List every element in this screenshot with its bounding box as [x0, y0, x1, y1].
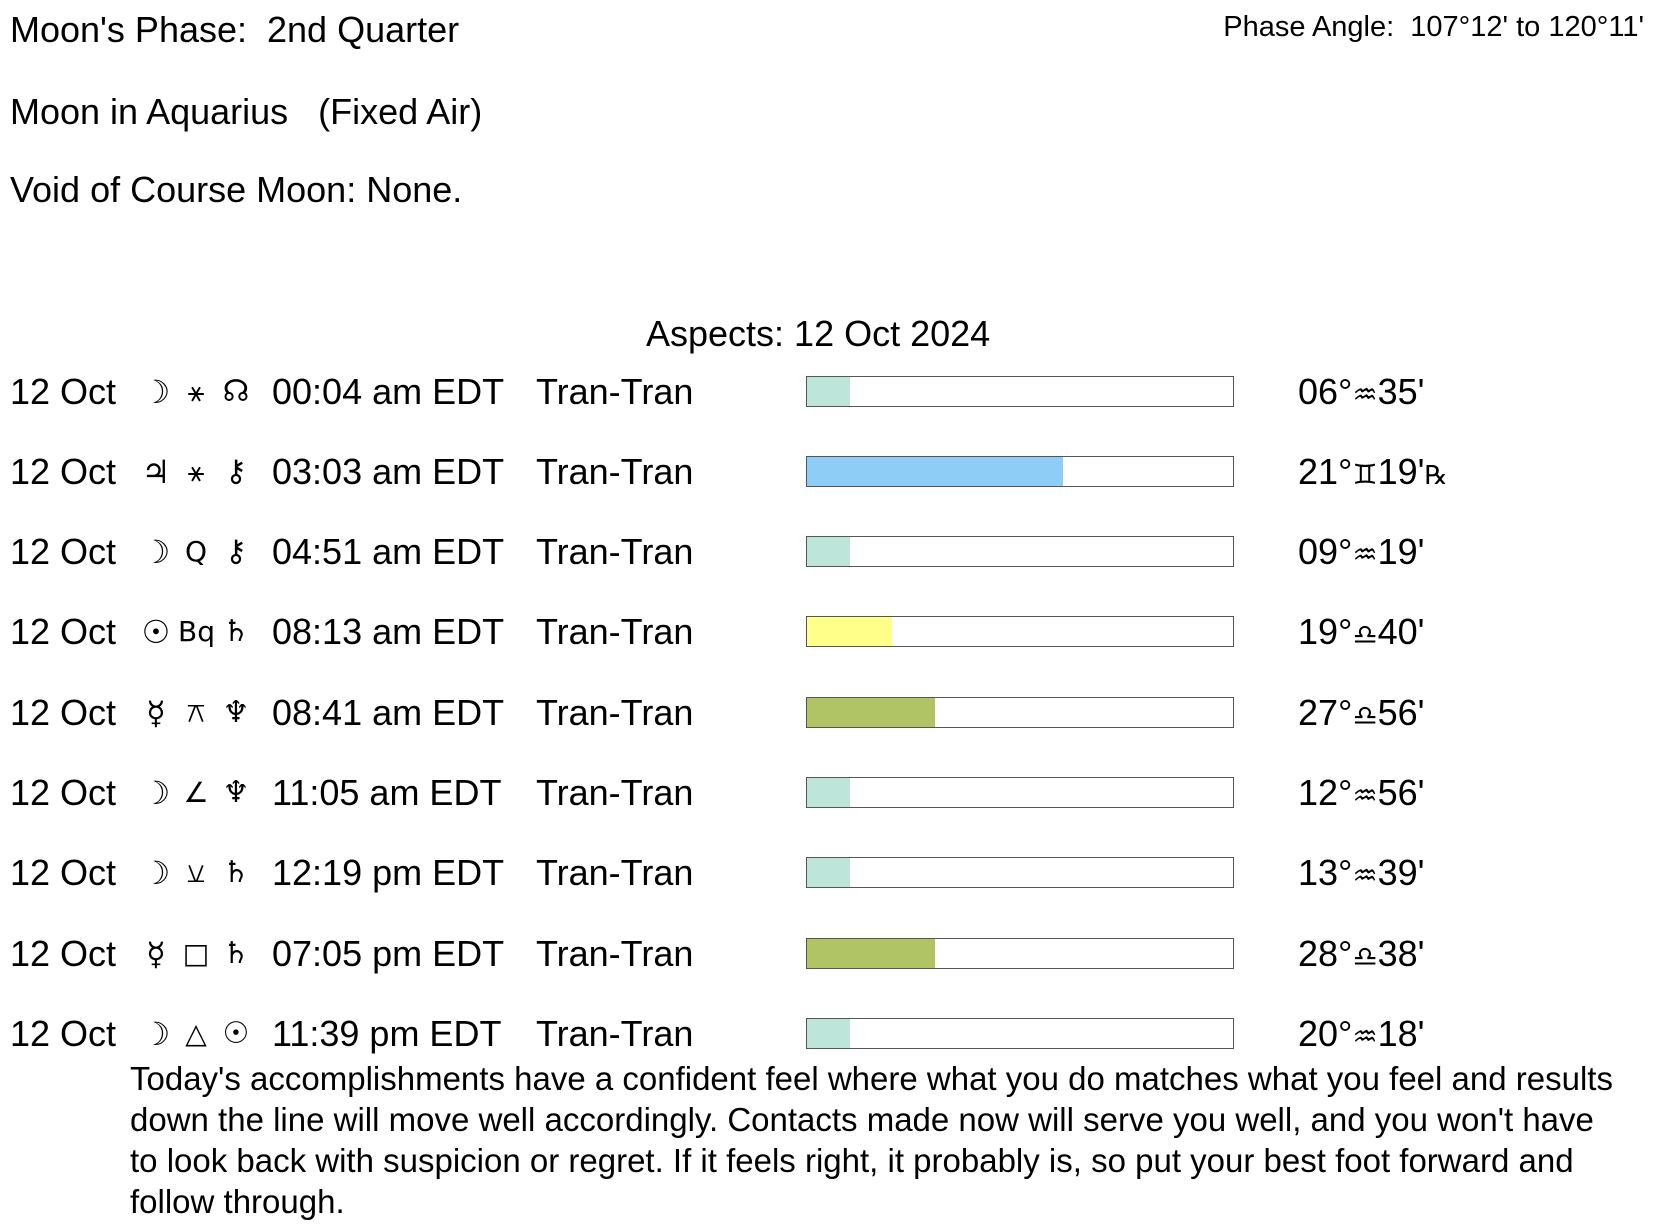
strength-bar	[806, 456, 1234, 487]
aspect-position	[1298, 527, 1424, 581]
strength-bar-fill	[807, 778, 850, 807]
strength-bar	[806, 938, 1234, 969]
aspect-time: 00:04 am EDT	[272, 371, 505, 412]
aspect-date: 12 Oct	[10, 692, 117, 733]
planet2-glyph-icon: ♆	[222, 695, 250, 730]
position-minutes: 56'	[1377, 772, 1425, 813]
planet1-glyph-icon: ☿	[146, 694, 166, 732]
aspect-glyph-icon: ⚺	[186, 856, 206, 889]
planet1-glyph-icon: ☿	[146, 935, 166, 973]
planet2-glyph-icon: ☊	[222, 374, 250, 409]
aspect-row	[0, 1009, 1654, 1059]
interpretation-text: Today's accomplishments have a confident feel where what you do matches what you feel and results down the line will move well accordingly. Contacts made now will serve you well, and you won't have to look back with suspicion or regret. If it feels right, it probably is, so put your best foot forward and follow through.	[130, 1060, 1613, 1220]
planet1-glyph-icon: ☽	[141, 533, 171, 571]
aspect-row	[0, 367, 1654, 417]
position-minutes: 18'	[1377, 1013, 1425, 1054]
aspect-date: 12 Oct	[10, 371, 117, 412]
aspect-glyph-icon: ⚻	[186, 696, 206, 729]
zodiac-sign-icon: ♒	[1352, 859, 1378, 892]
planet2-glyph-icon: ♄	[222, 855, 250, 890]
aspect-type: Tran-Tran	[536, 451, 694, 492]
aspect-type: Tran-Tran	[536, 933, 694, 974]
strength-bar-fill	[807, 457, 1063, 486]
aspect-glyph-icon: ⚹	[187, 455, 205, 488]
aspect-type: Tran-Tran	[536, 531, 694, 572]
aspect-position	[1298, 1009, 1424, 1063]
aspect-time: 03:03 am EDT	[272, 451, 505, 492]
void-of-course: Void of Course Moon: None.	[10, 169, 463, 210]
aspect-type: Tran-Tran	[536, 371, 694, 412]
aspect-type: Tran-Tran	[536, 1013, 694, 1054]
planet2-glyph-icon: ♄	[222, 614, 250, 649]
aspect-time: 08:41 am EDT	[272, 692, 505, 733]
position-degrees: 09°	[1298, 531, 1353, 572]
aspect-date: 12 Oct	[10, 852, 117, 893]
planet2-glyph-icon: ☉	[222, 1016, 250, 1051]
zodiac-sign-icon: ♒	[1352, 378, 1378, 411]
aspect-date: 12 Oct	[10, 451, 117, 492]
aspect-time: 04:51 am EDT	[272, 531, 505, 572]
aspect-position	[1298, 688, 1424, 742]
aspect-type: Tran-Tran	[536, 772, 694, 813]
position-minutes: 19'	[1377, 531, 1425, 572]
aspect-date: 12 Oct	[10, 531, 117, 572]
aspect-glyph-icon: △	[185, 1017, 207, 1050]
aspect-row	[0, 929, 1654, 979]
aspect-type: Tran-Tran	[536, 692, 694, 733]
strength-bar-fill	[807, 617, 892, 646]
aspect-position	[1298, 768, 1424, 822]
aspect-type: Tran-Tran	[536, 611, 694, 652]
strength-bar-fill	[807, 1019, 850, 1048]
aspect-row	[0, 768, 1654, 818]
aspect-time: 11:39 pm EDT	[272, 1013, 502, 1054]
position-degrees: 27°	[1298, 692, 1353, 733]
aspect-date: 12 Oct	[10, 1013, 117, 1054]
position-degrees: 28°	[1298, 933, 1353, 974]
aspect-glyph-icon: □	[182, 937, 210, 970]
phase-angle: Phase Angle: 107°12' to 120°11'	[1223, 11, 1644, 43]
aspect-position	[1298, 848, 1424, 902]
aspect-time: 07:05 pm EDT	[272, 933, 505, 974]
aspect-position	[1298, 367, 1424, 421]
position-minutes: 38'	[1377, 933, 1425, 974]
planet1-glyph-icon: ☽	[141, 373, 171, 411]
strength-bar-fill	[807, 537, 850, 566]
aspect-date: 12 Oct	[10, 933, 117, 974]
planet1-glyph-icon: ☽	[141, 774, 171, 812]
position-minutes: 39'	[1377, 852, 1425, 893]
aspect-row	[0, 848, 1654, 898]
aspect-time: 12:19 pm EDT	[272, 852, 505, 893]
zodiac-sign-icon: ♎	[1352, 940, 1378, 973]
planet1-glyph-icon: ♃	[141, 453, 171, 491]
aspect-glyph-icon: Bq	[178, 615, 215, 648]
planet2-glyph-icon: ♄	[222, 936, 250, 971]
position-degrees: 13°	[1298, 852, 1353, 893]
strength-bar	[806, 777, 1234, 808]
aspect-row	[0, 447, 1654, 497]
zodiac-sign-icon: ♒	[1352, 779, 1378, 812]
aspect-date: 12 Oct	[10, 772, 117, 813]
planet1-glyph-icon: ☽	[141, 1015, 171, 1053]
aspect-time: 08:13 am EDT	[272, 611, 505, 652]
aspect-row	[0, 607, 1654, 657]
moon-phase: Moon's Phase: 2nd Quarter	[10, 9, 460, 50]
planet1-glyph-icon: ☽	[141, 854, 171, 892]
planet2-glyph-icon: ♆	[222, 775, 250, 810]
strength-bar	[806, 376, 1234, 407]
planet2-glyph-icon: ⚷	[225, 454, 247, 489]
position-degrees: 12°	[1298, 772, 1353, 813]
strength-bar	[806, 857, 1234, 888]
position-degrees: 20°	[1298, 1013, 1353, 1054]
zodiac-sign-icon: ♒	[1352, 538, 1378, 571]
strength-bar-fill	[807, 939, 935, 968]
aspect-glyph-icon: ⚹	[187, 375, 205, 408]
zodiac-sign-icon: ♎	[1352, 699, 1378, 732]
position-degrees: 06°	[1298, 371, 1353, 412]
position-degrees: 19°	[1298, 611, 1353, 652]
aspect-row	[0, 527, 1654, 577]
zodiac-sign-icon: ♎	[1352, 618, 1378, 651]
strength-bar-fill	[807, 377, 850, 406]
zodiac-sign-icon: ♊	[1352, 458, 1378, 491]
aspect-glyph-icon: ∠	[183, 776, 209, 809]
position-minutes: 40'	[1377, 611, 1425, 652]
position-minutes: 19'	[1377, 451, 1425, 492]
position-minutes: 35'	[1377, 371, 1425, 412]
moon-sign: Moon in Aquarius (Fixed Air)	[10, 91, 483, 132]
aspect-time: 11:05 am EDT	[272, 772, 502, 813]
aspect-type: Tran-Tran	[536, 852, 694, 893]
planet2-glyph-icon: ⚷	[225, 534, 247, 569]
strength-bar-fill	[807, 698, 935, 727]
aspects-title: Aspects: 12 Oct 2024	[646, 313, 991, 354]
aspect-glyph-icon: Q	[184, 535, 208, 568]
position-minutes: 56'	[1377, 692, 1425, 733]
aspect-row	[0, 688, 1654, 738]
retrograde-icon: ℞	[1424, 461, 1448, 491]
aspect-position	[1298, 929, 1424, 983]
position-degrees: 21°	[1298, 451, 1353, 492]
strength-bar	[806, 697, 1234, 728]
strength-bar	[806, 616, 1234, 647]
aspect-date: 12 Oct	[10, 611, 117, 652]
strength-bar	[806, 1018, 1234, 1049]
zodiac-sign-icon: ♒	[1352, 1020, 1378, 1053]
strength-bar	[806, 536, 1234, 567]
planet1-glyph-icon: ☉	[141, 613, 171, 651]
aspect-position	[1298, 447, 1448, 501]
aspect-position	[1298, 607, 1424, 661]
strength-bar-fill	[807, 858, 850, 887]
